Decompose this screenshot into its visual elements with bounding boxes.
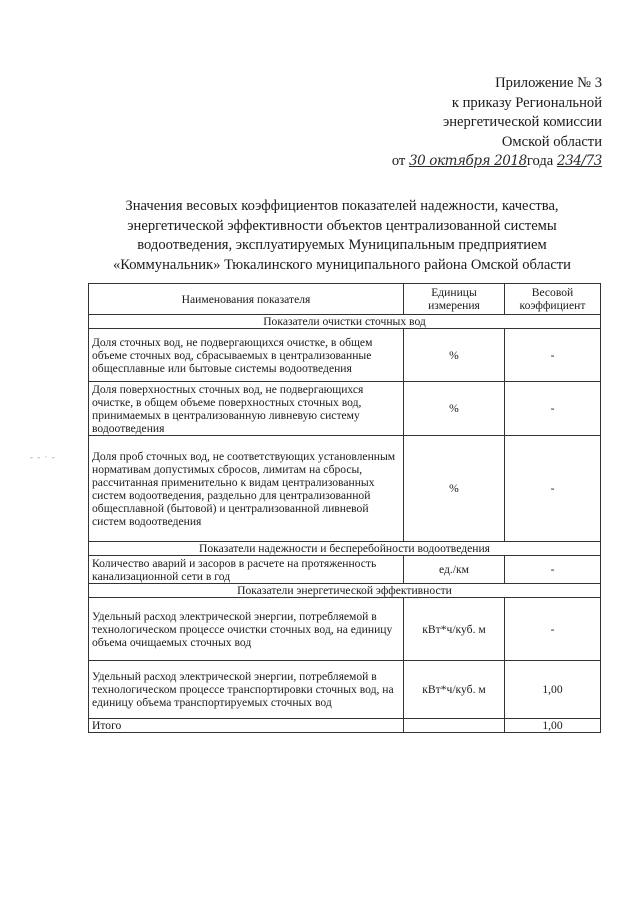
table-header-row: [89, 284, 601, 315]
header-weight: Весовой коэффициент: [505, 284, 601, 315]
row-weight: -: [505, 382, 601, 436]
table-row: [89, 598, 601, 661]
title-line: Значения весовых коэффициентов показателей надежности, качества,: [125, 198, 559, 214]
section-title: Показатели энергетической эффективности: [89, 584, 601, 598]
order-date-line: [342, 152, 602, 172]
date-prefix: от: [391, 153, 406, 169]
row-name: Доля поверхностных сточных вод, не подвергающихся очистке, в общем объеме поверхностных сточных вод, принимаемых в централизованную ливневую систему водоотведения: [89, 382, 404, 436]
handwritten-order-number: 234/73: [556, 153, 602, 169]
row-name: Удельный расход электрической энергии, потребляемой в технологическом процессе очистки сточных вод, на единицу объема очищаемых сточных вод: [89, 598, 404, 661]
title-line: энергетической эффективности объектов централизованной системы: [127, 217, 557, 234]
title-line: «Коммунальник» Тюкалинского муниципального района Омской области: [112, 256, 571, 273]
coefficients-table: [88, 283, 601, 733]
table-row: [89, 436, 601, 542]
appendix-block: [342, 74, 602, 172]
row-name: Доля сточных вод, не подвергающихся очистке, в общем объеме сточных вод, сбрасываемых в централизованные общесплавные или бытовые системы водоотведения: [89, 329, 404, 382]
row-weight: 1,00: [505, 661, 601, 719]
section-row: [89, 315, 601, 329]
total-units: [404, 719, 505, 733]
row-name: Доля проб сточных вод, не соответствующих установленным нормативам допустимых сбросов, лимитам на сбросы, рассчитанная применительно к видам централизованных систем водоотведения, раздельно для централизованной общесплавной (бытовой) и централизованной ливневой систем водоотведения: [89, 436, 404, 542]
appendix-line: Приложение № 3: [495, 75, 602, 91]
section-title: Показатели очистки сточных вод: [89, 315, 601, 329]
row-name: Удельный расход электрической энергии, потребляемой в технологическом процессе транспортировки сточных вод, на единицу объема транспортируемых сточных вод: [89, 661, 404, 719]
row-units: %: [404, 382, 505, 436]
scan-artifact: - - · -: [30, 452, 56, 462]
row-weight: -: [505, 329, 601, 382]
section-row: [89, 542, 601, 556]
row-weight: -: [505, 436, 601, 542]
header-name: Наименования показателя: [89, 284, 404, 315]
total-label: Итого: [89, 719, 404, 733]
section-title: Показатели надежности и бесперебойности водоотведения: [89, 542, 601, 556]
table-row: [89, 661, 601, 719]
total-weight: 1,00: [505, 719, 601, 733]
header-units: Единицы измерения: [404, 284, 505, 315]
total-row: [89, 719, 601, 733]
row-name: Количество аварий и засоров в расчете на протяженность канализационной сети в год: [89, 556, 404, 584]
row-units: ед./км: [404, 556, 505, 584]
table-row: [89, 556, 601, 584]
row-weight: -: [505, 598, 601, 661]
handwritten-date: 30 октября 2018: [408, 153, 527, 169]
document-title: [92, 197, 592, 275]
appendix-line: к приказу Региональной: [451, 94, 602, 111]
title-line: водоотведения, эксплуатируемых Муниципальным предприятием: [137, 237, 547, 253]
row-weight: -: [505, 556, 601, 584]
row-units: %: [404, 329, 505, 382]
appendix-line: энергетической комиссии: [442, 114, 602, 130]
appendix-line: Омской области: [501, 133, 602, 150]
section-row: [89, 584, 601, 598]
row-units: кВт*ч/куб. м: [404, 598, 505, 661]
year-suffix: года: [526, 153, 554, 169]
table-row: [89, 382, 601, 436]
row-units: %: [404, 436, 505, 542]
row-units: кВт*ч/куб. м: [404, 661, 505, 719]
table-row: [89, 329, 601, 382]
